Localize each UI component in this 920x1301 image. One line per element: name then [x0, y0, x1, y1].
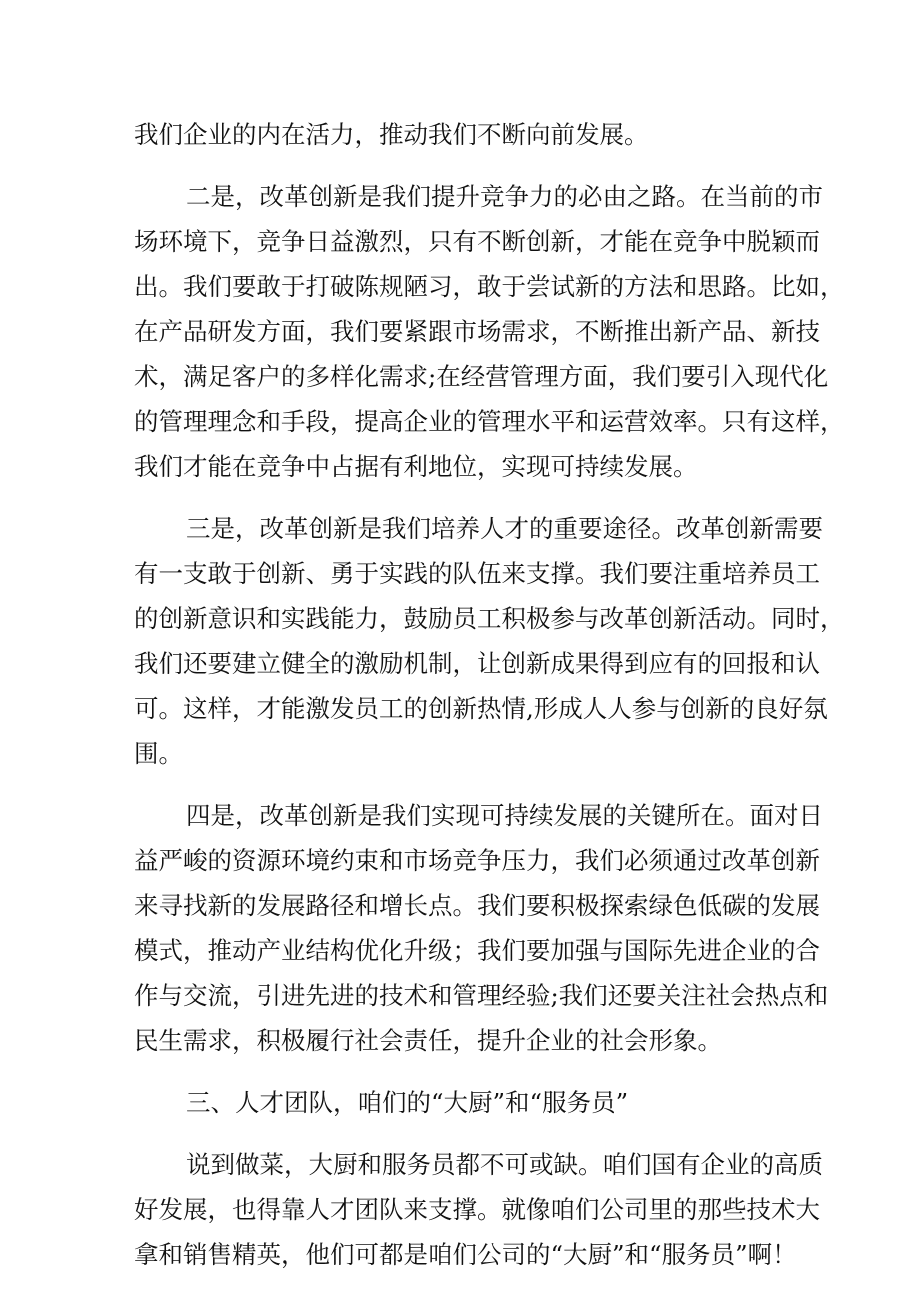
text-line: 说到做菜，大厨和服务员都不可或缺。咱们国有企业的高质: [186, 1150, 823, 1179]
text-line: 来寻找新的发展路径和增长点。我们要积极探索绿色低碳的发展: [134, 891, 820, 920]
text-line: 出。我们要敢于打破陈规陋习，敢于尝试新的方法和思路。比如，: [134, 272, 845, 301]
heading-text: 三、人才团队，咱们的“大厨”和“服务员”: [186, 1088, 629, 1117]
text-line: 我们才能在竞争中占据有利地位，实现可持续发展。: [134, 452, 698, 481]
paragraph: [134, 506, 845, 776]
text-line: 民生需求，积极履行社会责任，提升企业的社会形象。: [134, 1026, 722, 1055]
text-line: 在产品研发方面，我们要紧跟市场需求，不断推出新产品、新技: [134, 317, 820, 346]
paragraph: [134, 793, 829, 1063]
paragraph: [134, 174, 845, 489]
text-line: 围。: [134, 739, 183, 768]
text-line: 我们企业的内在活力，推动我们不断向前发展。: [134, 120, 649, 149]
text-line: 有一支敢于创新、勇于实践的队伍来支撑。我们要注重培养员工: [134, 559, 820, 588]
text-line: 场环境下，竞争日益激烈，只有不断创新，才能在竞争中脱颖而: [134, 227, 820, 256]
text-line: 二是，改革创新是我们提升竞争力的必由之路。在当前的市: [186, 182, 823, 211]
paragraph: [134, 112, 794, 157]
paragraph: [134, 1142, 823, 1277]
text-line: 拿和销售精英，他们可都是咱们公司的“大厨”和“服务员”啊！: [134, 1240, 797, 1269]
text-line: 益严峻的资源环境约束和市场竞争压力，我们必须通过改革创新: [134, 846, 820, 875]
text-line: 可。这样，才能激发员工的创新热情,形成人人参与创新的良好氛: [134, 694, 828, 723]
text-line: 我们还要建立健全的激励机制，让创新成果得到应有的回报和认: [134, 649, 820, 678]
text-line: 的创新意识和实践能力，鼓励员工积极参与改革创新活动。同时，: [134, 604, 845, 633]
text-line: 好发展，也得靠人才团队来支撑。就像咱们公司里的那些技术大: [134, 1195, 820, 1224]
text-line: 四是，改革创新是我们实现可持续发展的关键所在。面对日: [186, 801, 823, 830]
text-line: 术，满足客户的多样化需求;在经营管理方面，我们要引入现代化: [134, 362, 829, 391]
text-line: 作与交流，引进先进的技术和管理经验;我们还要关注社会热点和: [134, 981, 829, 1010]
document-body: [134, 112, 845, 1277]
text-line: 的管理理念和手段，提高企业的管理水平和运营效率。只有这样，: [134, 407, 845, 436]
text-line: 模式，推动产业结构优化升级；我们要加强与国际先进企业的合: [134, 936, 820, 965]
section-heading: [134, 1080, 794, 1125]
text-line: 三是，改革创新是我们培养人才的重要途径。改革创新需要: [186, 514, 823, 543]
